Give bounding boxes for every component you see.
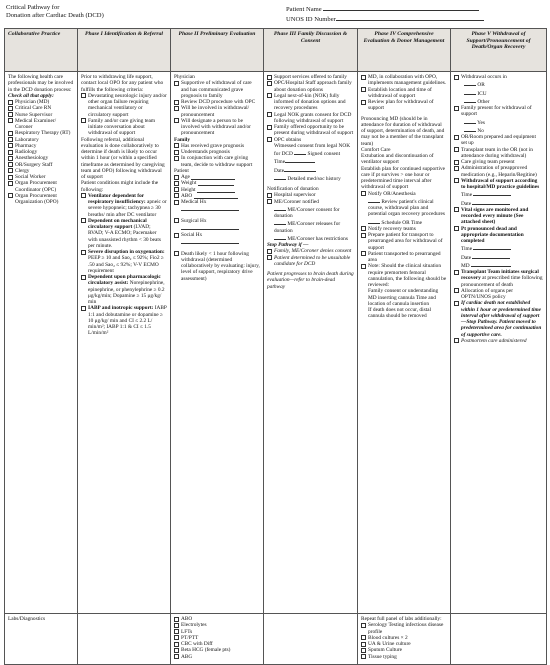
p1-condition-item[interactable]: Dependent on mechanical circulatory support (LVAD; RVAD; V-A ECMO; Pacemaker with unassisted rhythm < 30 beats per minute. [81, 218, 167, 249]
blank-line[interactable] [464, 97, 476, 103]
checkbox[interactable] [454, 147, 459, 152]
labs-phase-3-cell [264, 614, 358, 665]
checkbox[interactable] [361, 233, 366, 238]
p3-notif-item[interactable]: ME/Coroner notified [267, 199, 354, 205]
checkbox[interactable] [81, 118, 86, 123]
checkbox[interactable] [8, 175, 13, 180]
checkbox[interactable] [454, 135, 459, 140]
checkbox[interactable] [361, 648, 366, 653]
checkbox[interactable] [8, 118, 13, 123]
p4-consent-text: Family consent or understanding MD inserting cannula Time and location of cannula insertion [368, 288, 439, 307]
checkbox[interactable] [267, 93, 272, 98]
blank-line[interactable] [464, 89, 476, 95]
page-header [4, 2, 546, 26]
p2-patient-field[interactable]: Age [174, 174, 260, 180]
p1-intro: Prior to withdrawing life support, contact local OPO for any patient who fulfills the following criteria: [81, 74, 164, 93]
check-all-label: Check all that apply: [8, 92, 54, 99]
p5-item[interactable]: Administration of preapproved medication (e.g., Heparin/Regitine) [454, 165, 543, 178]
checkbox[interactable] [174, 233, 179, 238]
p2-physician-item[interactable]: Will be involved in withdrawal/ pronouncement [174, 105, 260, 118]
p4-item[interactable]: Notify recovery teams [361, 226, 447, 232]
collab-item[interactable]: Social Worker [8, 174, 74, 180]
p1-condition-item[interactable]: IABP and inotropic support: IABP 1:1 and dobutamine or dopamine ≥ 10 μg/kg/ min and CI ≤ 2.2 L/ min/m²; IABP 1:1 & CI ≤ 1.5 L/min/m² [81, 305, 167, 336]
p4-extubation: Extubation and discontinuation of ventilator support [361, 153, 434, 166]
checkbox[interactable] [361, 654, 366, 659]
p5-transplant-team[interactable]: Transplant Team initiates surgical recovery at prescribed time following pronouncement of death [454, 269, 543, 288]
p2-physician-item[interactable]: Review DCD procedure with OPC [174, 99, 260, 105]
p5-yes: Yes [477, 119, 485, 126]
lab-item[interactable]: Blood cultures × 2 [361, 635, 447, 641]
col-header-phase-5: Phase V Withdrawal of Support/Pronouncement of Death/Organ Recovery [451, 29, 547, 72]
blank-line[interactable] [294, 149, 306, 155]
p3-me-consent: ME/Coroner consent for donation [274, 206, 340, 219]
blank-line[interactable] [181, 238, 239, 244]
p4-review: Review patient's clinical course, withdrawal plan and potential organ recovery procedures [368, 198, 445, 218]
phase-1-cell [78, 72, 171, 614]
checkbox[interactable] [267, 137, 272, 142]
checkbox[interactable] [174, 642, 179, 647]
p1-criteria-item[interactable]: Family and/or care giving team initiate conversation about withdrawal of support [81, 118, 167, 137]
blank-line[interactable] [368, 218, 380, 224]
labs-phase-2-cell [171, 614, 264, 665]
p3-item[interactable]: Legal next-of-kin (NOK) fully informed of donation options and recovery procedures [267, 93, 354, 112]
checkbox[interactable] [454, 301, 459, 306]
blank-line[interactable] [194, 193, 238, 199]
collab-item[interactable]: Organ Procurement Organization (OPO) [8, 193, 74, 206]
checkbox[interactable] [267, 193, 272, 198]
p3-date-field: Date [267, 166, 354, 174]
checkbox[interactable] [8, 143, 13, 148]
p2-death-likely-item[interactable]: Death likely < 1 hour following withdrawal (determined collaboratively by evaluating: injury, level of support, respiratory drive assessment) [174, 251, 260, 282]
checkbox[interactable] [361, 251, 366, 256]
lab-item[interactable]: Serology Testing infectious disease profile [361, 622, 447, 635]
blank-line[interactable] [473, 190, 511, 196]
blank-line[interactable] [472, 253, 510, 259]
blank-line[interactable] [181, 224, 239, 230]
collab-item[interactable]: Pharmacy [8, 143, 74, 149]
p5-if-cardiac-death[interactable]: If cardiac death not established within 1 hour or predetermined time interval after withdrawal of support—Stop Pathway. Patient moved to predetermined area for continuation of supportive care. [454, 300, 543, 338]
checkbox[interactable] [8, 137, 13, 142]
checkbox[interactable] [267, 199, 272, 204]
checkbox[interactable] [361, 264, 366, 269]
col-header-phase-1: Phase I Identification & Referral [78, 29, 171, 72]
blank-line[interactable] [197, 187, 235, 193]
p4-item[interactable]: MD, in collaboration with OPO, implements management guidelines. [361, 74, 447, 87]
lab-item[interactable]: Electrolytes [174, 622, 260, 628]
p2-patient-field[interactable]: Height [174, 187, 260, 193]
p4-item[interactable]: Notify OR/Anesthesia [361, 191, 447, 197]
blank-line[interactable] [198, 180, 234, 186]
collab-item[interactable]: Anesthesiology [8, 155, 74, 161]
checkbox[interactable] [454, 226, 459, 231]
p4-establish-plan: Establish plan for continued supportive care if pt survives > one hour or predetermined time interval after withdrawal of support [361, 165, 445, 191]
phase-5-cell: Withdrawal occurs in OR ICU Other Family present for withdrawal of support Yes No OR/Room prepared and equipment set up Transplant team in the OR (not in attendance during withdrawal) Care giving team present Administration of preapproved medication (e.g., Heparin/Regitine) Withdrawal of support according to hospital/MD practice guidelines Time Date Vital signs are monitored and recorded every minute (See attached sheet) Pt pronounced dead and appropriate documentation completed Time Date MD Transplant Team initiates surgical recovery at prescribed time following pronouncement of death Allocation of organs per OPTN/UNOS policy If cardiac death not established within 1 hour or predetermined time interval after withdrawal of support—Stop Pathway. Patient moved to predetermined area for continuation of supportive care. Postmortem care administered [451, 72, 547, 614]
labs-repeat-intro: Repeat full panel of labs additionally: [361, 616, 442, 622]
collab-item[interactable]: Clergy [8, 168, 74, 174]
p5-allocation[interactable]: Allocation of organs per OPTN/UNOS policy [454, 288, 543, 301]
checkbox[interactable] [174, 629, 179, 634]
p3-item[interactable]: Support services offered to family [267, 74, 354, 80]
p1-condition-item[interactable]: Dependent upon pharmacologic circulatory assist: Norepinephrine, epinephrine, or phenylephrine ≥ 0.2 μg/kg/min; Dopamine ≥ 15 μg/kg/ min [81, 274, 167, 305]
p3-item[interactable]: Legal NOK grants consent for DCD following withdrawal of support [267, 112, 354, 125]
collab-items [8, 99, 74, 205]
p2-physician-heading: Physician [174, 74, 195, 80]
collab-item[interactable]: Nurse Supervisor [8, 112, 74, 118]
collab-item[interactable]: Critical Care RN [8, 105, 74, 111]
p2-patient-field[interactable]: Surgical Hx [174, 218, 260, 224]
collab-item[interactable]: Medical Examiner/ Coroner [8, 118, 74, 131]
blank-line[interactable] [285, 157, 315, 163]
collab-item[interactable]: Laboratory [8, 137, 74, 143]
patient-name-label: Patient Name [286, 6, 322, 13]
checkbox[interactable] [454, 178, 459, 183]
p5-no: No [477, 127, 484, 134]
p3-stop-item[interactable]: Family, ME/Coroner denies consent [267, 248, 354, 254]
p4-pronouncing-md: Pronouncing MD (should be in attendance for duration of withdrawal of support, determination of death, and may not be a member of the transplant team) [361, 115, 445, 147]
checkbox[interactable] [8, 100, 13, 105]
checkbox[interactable] [8, 162, 13, 167]
p3-opc-obtains[interactable]: OPC obtains [267, 137, 354, 143]
title-line-2: Donation after Cardiac Death (DCD) [6, 12, 104, 19]
p5-item[interactable]: OR/Room prepared and equipment set up [454, 134, 543, 147]
checkbox[interactable] [174, 623, 179, 628]
p5-item[interactable]: Transplant team in the OR (not in attendance during withdrawal) [454, 147, 543, 160]
p2-family-item[interactable]: Has received grave prognosis [174, 143, 260, 149]
collab-intro: The following health care professionals may be involved in the DCD donation process: [8, 74, 74, 93]
checkbox[interactable] [174, 200, 179, 205]
p2-physician-item[interactable]: Will designate a person to be involved with withdrawal and/or pronouncement [174, 118, 260, 137]
col-header-collaborative: Collaborative Practice [5, 29, 78, 72]
p2-patient-field[interactable]: ABO [174, 193, 260, 199]
p3-notif-heading: Notification of donation [267, 186, 319, 192]
blank-line[interactable] [464, 80, 476, 86]
p1-conditions-intro: Patient conditions might include the following: [81, 180, 159, 193]
checkbox[interactable] [174, 106, 179, 111]
checkbox[interactable] [267, 125, 272, 130]
p4-if-death: If death does not occur, distal cannula should be removed [368, 307, 432, 320]
p5-item[interactable]: Care giving team present [454, 159, 543, 165]
checkbox[interactable] [174, 218, 179, 223]
blank-line[interactable] [274, 205, 286, 211]
p5-postmortem[interactable]: Postmortem care administered [454, 338, 543, 344]
checkbox[interactable] [81, 93, 86, 98]
blank-line[interactable] [464, 118, 476, 124]
checkbox[interactable] [454, 288, 459, 293]
p4-item[interactable]: Review plan for withdrawal of support [361, 99, 447, 112]
blank-line[interactable] [274, 234, 286, 240]
labs-label: Labs/Diagnostics [8, 616, 46, 622]
p2-patient-field[interactable]: Medical Hx [174, 199, 260, 205]
p3-me-restrict: ME/Coroner has restrictions [267, 234, 354, 242]
p5-withdraw-location[interactable]: Withdrawal occurs in [454, 74, 543, 80]
checkbox[interactable] [174, 156, 179, 161]
checkbox[interactable] [174, 143, 179, 148]
phase-3-cell [264, 72, 358, 614]
checkbox[interactable] [174, 193, 179, 198]
labs-phase-1-cell [78, 614, 171, 665]
labs-phase-5-cell [451, 614, 547, 665]
p2-family-heading: Family [174, 136, 191, 143]
p5-loc-or: OR [477, 82, 485, 89]
pathway-table [4, 28, 547, 665]
checkbox[interactable] [81, 250, 86, 255]
phase-4-cell [358, 72, 451, 614]
checkbox[interactable] [174, 150, 179, 155]
checkbox[interactable] [174, 617, 179, 622]
pathway-title [6, 4, 104, 20]
p3-stop-pathway: Stop Pathway if — [267, 242, 309, 248]
checkbox[interactable] [8, 156, 13, 161]
p5-family-present[interactable]: Family present for withdrawal of support [454, 105, 543, 118]
p5-pronounced[interactable]: Pt pronounced dead and appropriate documentation completed [454, 226, 543, 245]
p2-family-item[interactable]: In conjunction with care giving team, decide to withdraw support [174, 155, 260, 168]
checkbox[interactable] [174, 118, 179, 123]
p3-progress-note: Patient progresses to brain death during evaluation—refer to brain-dead pathway [267, 271, 354, 290]
checkbox[interactable] [174, 175, 179, 180]
checkbox[interactable] [174, 635, 179, 640]
lab-item[interactable]: Beta HCG (female pts) [174, 647, 260, 653]
labs-phase-4-cell [358, 614, 451, 665]
unos-id-label: UNOS ID Number [286, 16, 336, 23]
collab-cell [5, 72, 78, 614]
checkbox[interactable] [361, 226, 366, 231]
p1-following-text: Following referral, additional evaluation is done collaboratively to determine if death is likely to occur within 1 hour (or within a specified timeframe as determined by caregiving team and OPO) following withdrawal of support [81, 136, 165, 180]
col-header-phase-4: Phase IV Comprehensive Evaluation & Donor Management [358, 29, 451, 72]
checkbox[interactable] [267, 75, 272, 80]
p2-physician-item[interactable]: Supportive of withdrawal of care and has communicated grave prognosis to family [174, 80, 260, 99]
labs-label-cell [5, 614, 78, 665]
checkbox[interactable] [8, 168, 13, 173]
patient-id-block [286, 4, 484, 24]
checkbox[interactable] [174, 81, 179, 86]
checkbox[interactable] [454, 75, 459, 80]
p3-detailed: Detailed med/soc history [267, 174, 354, 182]
p4-item[interactable]: Patient transported to prearranged area [361, 251, 447, 264]
checkbox[interactable] [81, 306, 86, 311]
patient-name-field[interactable] [323, 4, 479, 11]
column-header-row [5, 29, 547, 72]
col-header-phase-3: Phase III Family Discussion & Consent [264, 29, 358, 72]
p2-patient-heading: Patient [174, 167, 189, 174]
checkbox[interactable] [361, 635, 366, 640]
checkbox[interactable] [361, 75, 366, 80]
checkbox[interactable] [454, 166, 459, 171]
lab-item[interactable]: Sputum Culture [361, 647, 447, 653]
pathway-main-row [5, 72, 547, 614]
lab-item[interactable]: LFTs [174, 629, 260, 635]
lab-item[interactable]: ABO [174, 616, 260, 622]
blank-line[interactable] [284, 166, 316, 172]
lab-item[interactable]: PT/PTT [174, 635, 260, 641]
p2-family-item[interactable]: Understands prognosis [174, 149, 260, 155]
checkbox[interactable] [174, 251, 179, 256]
checkbox[interactable] [174, 181, 179, 186]
checkbox[interactable] [81, 218, 86, 223]
checkbox[interactable] [454, 207, 459, 212]
checkbox[interactable] [8, 131, 13, 136]
checkbox[interactable] [8, 150, 13, 155]
checkbox[interactable] [174, 187, 179, 192]
lab-item[interactable]: ABG [174, 654, 260, 660]
p4-item[interactable]: Prepare patient for transport to prearranged area for withdrawal of support [361, 232, 447, 251]
phase-2-cell [171, 72, 264, 614]
p3-me-release: ME/Coroner releases for donation [274, 221, 341, 234]
title-line-1: Critical Pathway for [6, 4, 60, 11]
collab-item[interactable]: Organ Procurement Coordinator (OPC) [8, 180, 74, 193]
p4-item[interactable]: Establish location and time of withdrawal of support [361, 87, 447, 100]
blank-line[interactable] [473, 244, 511, 250]
col-header-phase-2: Phase II Preliminary Evaluation [171, 29, 264, 72]
checkbox[interactable] [174, 654, 179, 659]
p2-patient-field[interactable]: Social Hx [174, 232, 260, 238]
p1-condition-item[interactable]: Severe disruption in oxygenation: PEEP ≥ 10 and Sao₂ ≤ 92%; Fio2 ≥ .50 and Sao₂ ≤ 92%; V-V ECMO requirement [81, 249, 167, 274]
checkbox[interactable] [361, 623, 366, 628]
checkbox[interactable] [361, 87, 366, 92]
checkbox[interactable] [454, 270, 459, 275]
p4-item[interactable]: Note: Should the clinical situation require premortem femoral cannulation, the following should be reviewed: [361, 263, 447, 288]
checkbox[interactable] [81, 193, 86, 198]
checkbox[interactable] [454, 106, 459, 111]
p5-withdrawal-item[interactable]: Withdrawal of support according to hospital/MD practice guidelines [454, 178, 543, 191]
checkbox[interactable] [8, 106, 13, 111]
blank-line[interactable] [471, 261, 511, 267]
collab-item[interactable]: Respiratory Therapy (RT) [8, 130, 74, 136]
blank-line[interactable] [464, 126, 476, 132]
checkbox[interactable] [267, 112, 272, 117]
p4-schedule: Schedule OR Time [361, 218, 447, 226]
checkbox[interactable] [8, 181, 13, 186]
p1-criteria-item[interactable]: Devastating neurologic injury and/or other organ failure requiring mechanical ventilatory or circulatory support [81, 93, 167, 118]
p2-patient-field[interactable]: Weight [174, 180, 260, 186]
blank-line[interactable] [191, 174, 235, 180]
p5-loc-other: Other [477, 98, 490, 105]
blank-line[interactable] [181, 205, 239, 211]
checkbox[interactable] [174, 648, 179, 653]
checkbox[interactable] [8, 193, 13, 198]
collab-item[interactable]: Physician (MD) [8, 99, 74, 105]
checkbox[interactable] [174, 100, 179, 105]
blank-line[interactable] [274, 174, 286, 180]
p3-time-field: Time [267, 157, 354, 165]
p3-item[interactable]: Family offered opportunity to be present during withdrawal of support [267, 124, 354, 137]
labs-row [5, 614, 547, 665]
checkbox[interactable] [267, 249, 272, 254]
p4-comfort-care: Comfort Care [361, 146, 391, 153]
checkbox[interactable] [361, 191, 366, 196]
checkbox[interactable] [267, 255, 272, 260]
blank-line[interactable] [368, 197, 380, 203]
checkbox[interactable] [454, 160, 459, 165]
p5-loc-icu: ICU [477, 90, 487, 97]
p5-vital-signs[interactable]: Vital signs are monitored and recorded every minute (See attached sheet) [454, 207, 543, 226]
checkbox[interactable] [361, 642, 366, 647]
checkbox[interactable] [361, 100, 366, 105]
p3-item[interactable]: OPC/Hospital Staff approach family about donation options [267, 80, 354, 93]
blank-line[interactable] [472, 199, 510, 205]
unos-id-field[interactable] [336, 14, 484, 21]
p3-stop-item[interactable]: Patient determined to be unsuitable candidate for DCD [267, 255, 354, 268]
blank-line[interactable] [274, 219, 286, 225]
p3-notif-item[interactable]: Hospital supervisor [267, 192, 354, 198]
collab-item[interactable]: Radiology [8, 149, 74, 155]
checkbox[interactable] [81, 275, 86, 280]
lab-item[interactable]: CBC with Diff [174, 641, 260, 647]
p3-witnessed: Witnessed consent from legal NOK for DCD Signed consent [274, 142, 351, 157]
p1-condition-item[interactable]: Ventilator dependent for respiratory insufficiency: apneic or severe hypopneic; tachypnea ≥ 30 breaths/ min after DC ventilator [81, 193, 167, 218]
lab-item[interactable]: UA & Urine culture [361, 641, 447, 647]
lab-item[interactable]: Tissue typing [361, 654, 447, 660]
checkbox[interactable] [454, 338, 459, 343]
checkbox[interactable] [267, 81, 272, 86]
checkbox[interactable] [8, 112, 13, 117]
collab-item[interactable]: OR/Surgery Staff [8, 162, 74, 168]
